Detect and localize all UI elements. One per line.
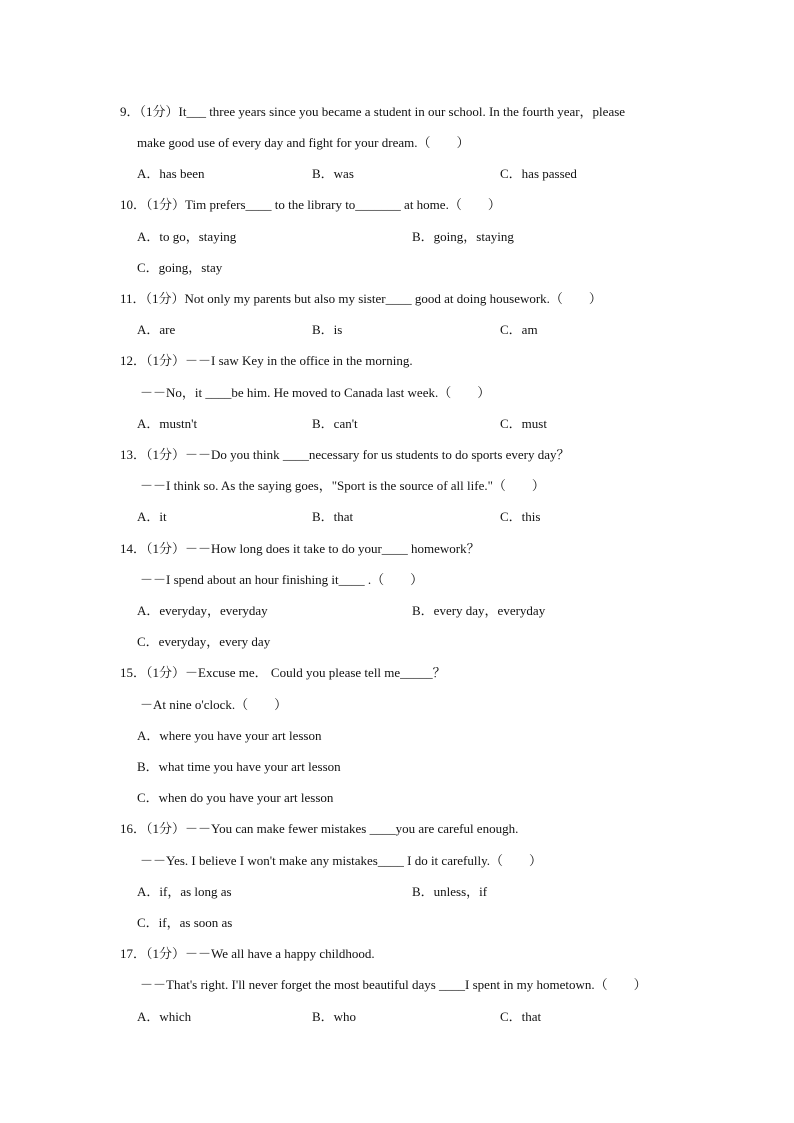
option-b[interactable]: B．was — [312, 166, 354, 181]
question-text: 16．（1分）－－You can make fewer mistakes ____you are careful enough. — [120, 821, 519, 836]
option-c[interactable]: C．if，as soon as — [137, 915, 233, 930]
question-text: 10．（1分）Tim prefers____ to the library to_______ at home.（ ） — [120, 197, 501, 212]
question-text: 13．（1分）－－Do you think ____necessary for us students to do sports every day？ — [120, 447, 570, 462]
option-a[interactable]: A．it — [137, 509, 167, 524]
option-b[interactable]: B．that — [312, 509, 354, 524]
option-a[interactable]: A．are — [137, 322, 176, 337]
question-text: 12．（1分）－－I saw Key in the office in the morning. — [120, 353, 413, 368]
question-text: 11．（1分）Not only my parents but also my sister____ good at doing housework.（ ） — [120, 291, 602, 306]
option-a[interactable]: A．where you have your art lesson — [137, 728, 322, 743]
option-a[interactable]: A．everyday，everyday — [137, 603, 268, 618]
option-b[interactable]: B．unless，if — [412, 884, 488, 899]
option-b[interactable]: B．can't — [312, 416, 358, 431]
question-text: －－I think so. As the saying goes，"Sport is the source of all life."（ ） — [140, 478, 545, 493]
option-c[interactable]: C．am — [500, 322, 538, 337]
option-c[interactable]: C．that — [500, 1009, 542, 1024]
question-text: 14．（1分）－－How long does it take to do your____ homework？ — [120, 541, 480, 556]
option-b[interactable]: B．is — [312, 322, 343, 337]
option-c[interactable]: C．must — [500, 416, 547, 431]
option-b[interactable]: B．every day，everyday — [412, 603, 546, 618]
option-c[interactable]: C．has passed — [500, 166, 577, 181]
option-b[interactable]: B．going，staying — [412, 229, 514, 244]
question-text: －－I spend about an hour finishing it____ .（ ） — [140, 572, 424, 587]
question-text: 17．（1分）－－We all have a happy childhood. — [120, 946, 375, 961]
option-a[interactable]: A．mustn't — [137, 416, 198, 431]
option-b[interactable]: B．who — [312, 1009, 357, 1024]
question-text: －－Yes. I believe I won't make any mistakes____ I do it carefully.（ ） — [140, 853, 543, 868]
question-text: 15．（1分）－Excuse me． Could you please tell me_____？ — [120, 665, 446, 680]
option-c[interactable]: C．going，stay — [137, 260, 223, 275]
option-c[interactable]: C．this — [500, 509, 541, 524]
option-a[interactable]: A．if，as long as — [137, 884, 232, 899]
option-a[interactable]: A．to go，staying — [137, 229, 237, 244]
question-text: make good use of every day and fight for your dream.（ ） — [137, 135, 470, 150]
option-a[interactable]: A．has been — [137, 166, 205, 181]
option-c[interactable]: C．when do you have your art lesson — [137, 790, 334, 805]
question-text: －At nine o'clock.（ ） — [140, 697, 288, 712]
option-b[interactable]: B．what time you have your art lesson — [137, 759, 341, 774]
option-c[interactable]: C．everyday，every day — [137, 634, 271, 649]
question-text: 9．（1分）It___ three years since you became a student in our school. In the fourth year，please — [120, 104, 626, 119]
question-text: －－That's right. I'll never forget the most beautiful days ____I spent in my hometown.（ ） — [140, 977, 647, 992]
option-a[interactable]: A．which — [137, 1009, 192, 1024]
question-text: －－No，it ____be him. He moved to Canada last week.（ ） — [140, 385, 491, 400]
